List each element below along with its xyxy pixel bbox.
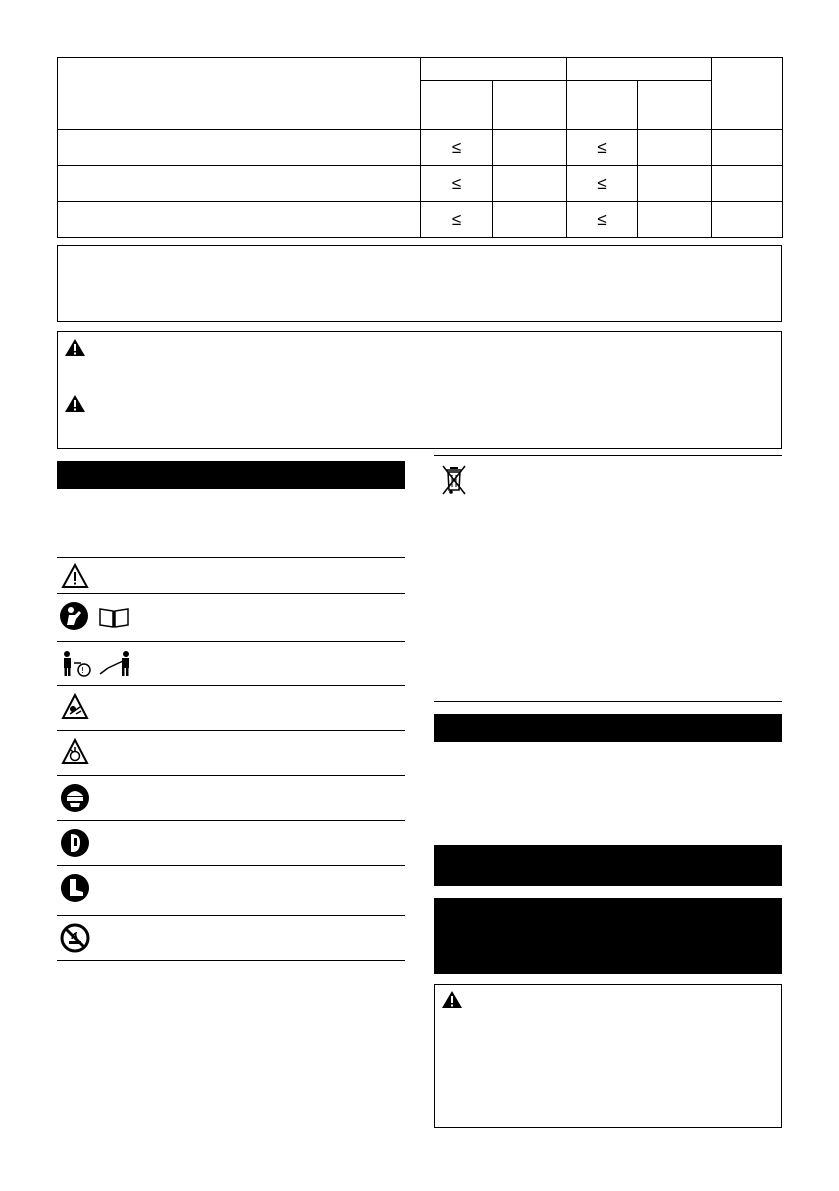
table-cell (58, 166, 421, 202)
safety-boots-icon (60, 873, 90, 903)
kickback-icon (61, 738, 89, 766)
table-cell (58, 130, 421, 166)
divider (57, 775, 405, 776)
divider (434, 701, 782, 702)
section-heading-bar (434, 714, 782, 742)
table-row (58, 202, 783, 238)
header-cell (58, 58, 421, 130)
table-cell (712, 166, 783, 202)
le-symbol: ≤ (567, 130, 638, 166)
header-cell (638, 81, 712, 130)
divider (57, 915, 405, 916)
header-cell (712, 58, 783, 130)
le-symbol: ≤ (421, 166, 493, 202)
keep-distance-icon (60, 650, 134, 678)
table-cell (638, 166, 712, 202)
divider (57, 593, 405, 594)
read-manual-icon (59, 601, 89, 631)
warning-box (57, 331, 782, 449)
header-cell (567, 58, 712, 81)
warning-triangle-icon (64, 338, 86, 357)
divider (57, 557, 405, 558)
le-symbol: ≤ (421, 202, 493, 238)
divider (57, 730, 405, 731)
divider (57, 960, 405, 961)
no-smoking-icon (60, 923, 90, 953)
helmet-goggles-ear-protection-icon (60, 783, 90, 813)
flying-objects-icon (61, 693, 89, 721)
table-cell (712, 202, 783, 238)
table-row (58, 166, 783, 202)
header-cell (567, 81, 638, 130)
le-symbol: ≤ (421, 130, 493, 166)
ear-protection-icon (60, 828, 90, 858)
le-symbol: ≤ (567, 166, 638, 202)
crossed-out-wheelie-bin-icon (441, 464, 467, 496)
table-cell (58, 202, 421, 238)
open-book-icon (98, 605, 130, 629)
warning-triangle-icon (64, 394, 86, 413)
divider (57, 685, 405, 686)
header-cell (493, 81, 567, 130)
divider (434, 455, 782, 456)
divider (57, 865, 405, 866)
symbols-section-heading (57, 461, 405, 489)
caution-box (434, 984, 782, 1128)
table-cell (712, 130, 783, 166)
svg-text:!: ! (81, 666, 85, 675)
section-heading-bar (434, 845, 782, 886)
table-cell (493, 130, 567, 166)
note-box (57, 245, 782, 322)
table-header-row (58, 58, 783, 81)
section-heading-bar (434, 898, 782, 974)
header-cell (421, 58, 567, 81)
table-row (58, 130, 783, 166)
table-cell (493, 202, 567, 238)
divider (57, 820, 405, 821)
warning-triangle-icon (61, 563, 89, 589)
table-cell (493, 166, 567, 202)
divider (57, 641, 405, 642)
vibration-table (57, 57, 783, 238)
header-cell (421, 81, 493, 130)
warning-triangle-icon (441, 990, 463, 1009)
table-cell (638, 202, 712, 238)
table-cell (638, 130, 712, 166)
le-symbol: ≤ (567, 202, 638, 238)
